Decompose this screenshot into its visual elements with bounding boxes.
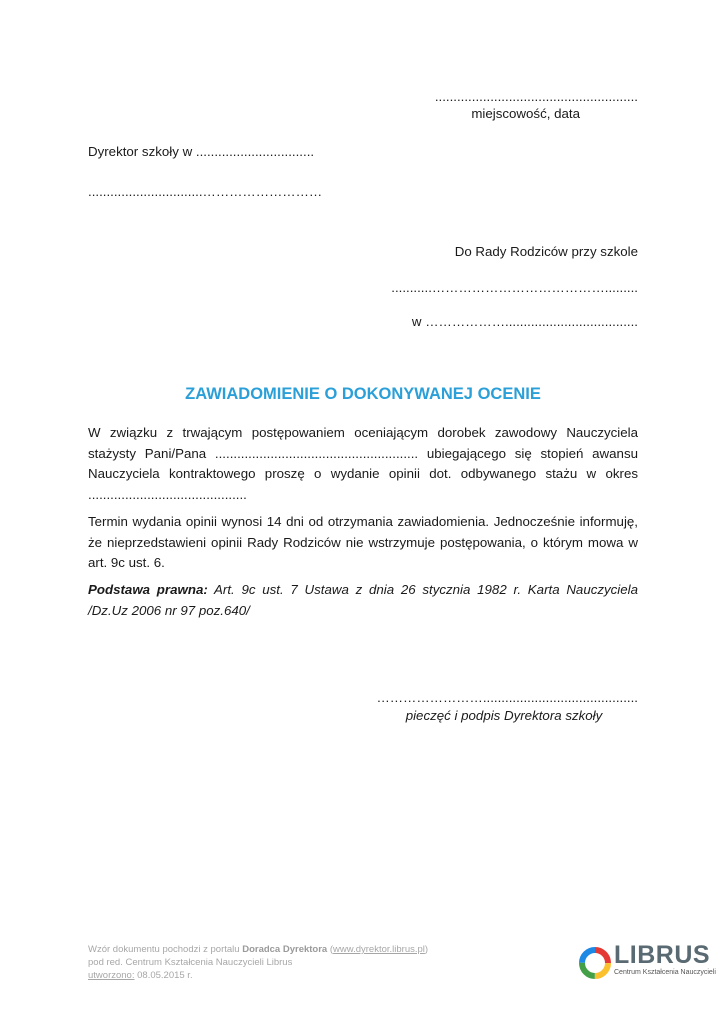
addressee-line-1: Do Rady Rodziców przy szkole — [454, 244, 638, 259]
footer-created-date: 08.05.2015 r. — [134, 970, 193, 981]
place-date-dots: ....................................................... — [434, 89, 638, 104]
footer-editor-line: pod red. Centrum Kształcenia Nauczycieli Librus — [88, 957, 293, 968]
director-school-line: Dyrektor szkoły w ................................ — [88, 144, 315, 159]
place-date-label: miejscowość, data — [471, 106, 580, 121]
librus-logo-icon — [578, 946, 612, 980]
logo-name: LIBRUS — [614, 941, 711, 969]
footer-link[interactable]: www.dyrektor.librus.pl — [333, 944, 425, 955]
paragraph-request: W związku z trwającym postępowaniem oceniającym dorobek zawodowy Nauczyciela stażysty Pani/Pana ....................................................... ubiegającego się stopień awansu Nauczyciela kontraktowego proszę o wydanie opinii dot. odbywanego stażu w okres ........................................... — [88, 425, 638, 502]
logo-subtitle: Centrum Kształcenia Nauczycieli — [614, 969, 716, 976]
librus-logo — [578, 941, 716, 980]
paragraph-deadline: Termin wydania opinii wynosi 14 dni od otrzymania zawiadomienia. Jednocześnie informuję, że nieprzedstawieni opinii Rady Rodziców nie wstrzymuje postępowania, o którym mowa w art. 9c ust. 6. — [88, 514, 638, 570]
legal-basis-text: Art. 9c ust. 7 Ustawa z dnia 26 stycznia 1982 r. Karta Nauczyciela /Dz.Uz 2006 nr 97 poz.640/ — [88, 582, 639, 618]
director-dots-line: ...............................……………………… — [88, 184, 323, 199]
legal-basis-label: Podstawa prawna: — [88, 582, 208, 597]
footer-paren-close: ) — [424, 944, 429, 955]
footer-created-label: utworzono: — [88, 970, 135, 981]
footer-created-line — [88, 969, 193, 982]
document-title: ZAWIADOMIENIE O DOKONYWANEJ OCENIE — [185, 385, 541, 403]
footer-source-prefix: Wzór dokumentu pochodzi z portalu — [88, 944, 243, 955]
footer-paren-open: ( — [327, 944, 334, 955]
addressee-line-3: w ……………….................................... — [411, 314, 638, 329]
signature-label: pieczęć i podpis Dyrektora szkoły — [405, 708, 603, 723]
paragraph-legal-basis — [88, 580, 638, 621]
addressee-line-2: ...........…………………………………......... — [391, 280, 638, 295]
signature-dots: …………………….......................................... — [376, 690, 638, 705]
footer-brand: Doradca Dyrektora — [242, 944, 328, 955]
footer-source-line — [88, 943, 428, 956]
